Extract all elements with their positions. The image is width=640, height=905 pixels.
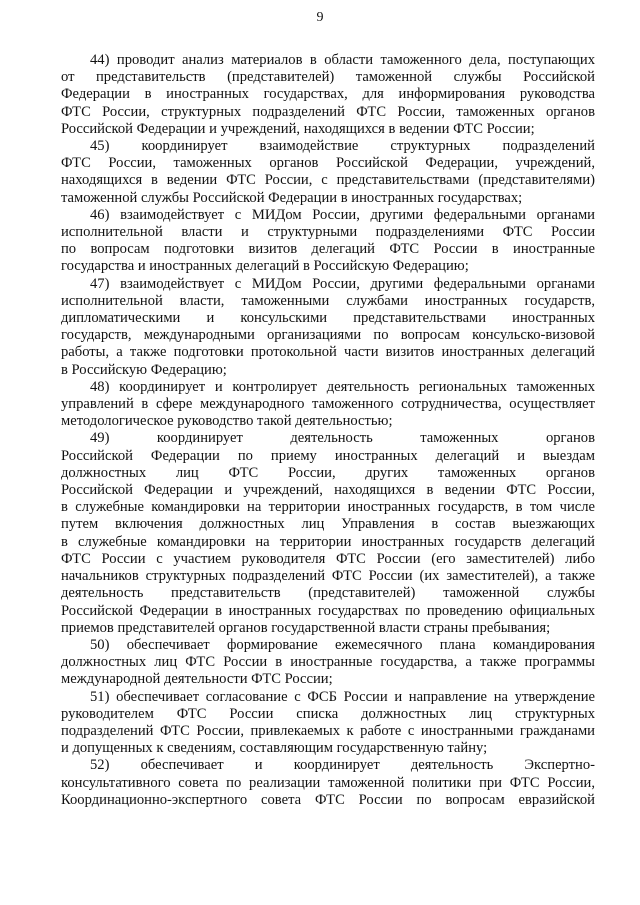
text-line: методологическое руководство такой деятельностью; [61,413,393,430]
list-item-paragraph [61,276,595,379]
text-line: 49) координирует деятельность таможенных органов [90,430,595,447]
text-line: 50) обеспечивает формирование ежемесячного плана командирования [90,636,595,653]
text-line: Координационно-экспертного совета ФТС России по вопросам евразийской [61,791,595,808]
text-line: должностных лиц ФТС России в иностранные государства, а также программы [61,654,595,671]
text-line: в Российскую Федерацию; [61,361,227,378]
document-body [61,52,595,809]
text-line: государств, международными организациями по вопросам консульско-визовой [61,327,595,344]
text-line: 45) координирует взаимодействие структурных подразделений [90,138,595,155]
list-item-paragraph [61,757,595,809]
text-line: 47) взаимодействует с МИДом России, другими федеральными органами [90,275,595,292]
text-line: ФТС России, таможенных органов Российской Федерации, учреждений, [61,155,595,172]
text-line: международной деятельности ФТС России; [61,671,333,688]
text-line: путем включения должностных лиц Управления в состав выезжающих [61,516,595,533]
list-item-paragraph [61,689,595,758]
list-item-paragraph [61,637,595,689]
text-line: Федерации в иностранных государствах, для информирования руководства [61,86,595,103]
list-item-paragraph [61,138,595,207]
text-line: исполнительной власти и структурными подразделениями ФТС России [61,224,595,241]
text-line: консультативного совета по реализации таможенной политики при ФТС России, [61,774,595,791]
list-item-paragraph [61,52,595,138]
text-line: в служебные командировки на территории иностранных государств, в том числе [61,499,595,516]
text-line: и допущенных к сведениям, составляющим государственную тайну; [61,740,488,757]
text-line: деятельность представительств (представителей) таможенной службы [61,585,595,602]
text-line: по вопросам подготовки визитов делегаций ФТС России в иностранные [61,241,595,258]
text-line: Российской Федерации и учреждений, находящихся в ведении ФТС России; [61,120,535,137]
text-line: Российской Федерации в иностранных государствах по проведению официальных [61,602,595,619]
page-number: 9 [316,10,324,25]
text-line: начальников структурных подразделений ФТС России (их заместителей), а также [61,568,595,585]
text-line: 51) обеспечивает согласование с ФСБ России и направление на утверждение [90,688,595,705]
text-line: должностных лиц ФТС России, других таможенных органов [61,464,595,481]
text-line: таможенной службы Российской Федерации в иностранных государствах; [61,189,523,206]
text-line: управлений в сфере международного таможенного сотрудничества, осуществляет [61,396,595,413]
text-line: 52) обеспечивает и координирует деятельность Экспертно- [90,757,595,774]
text-line: приемов представителей органов государственной власти страны пребывания; [61,619,551,636]
text-line: 46) взаимодействует с МИДом России, другими федеральными органами [90,206,595,223]
list-item-paragraph [61,379,595,431]
text-line: государства и иностранных делегаций в Российскую Федерацию; [61,258,469,275]
text-line: руководителем ФТС России списка должностных лиц структурных [61,705,595,722]
text-line: находящихся в ведении ФТС России, с представительствами (представителями) [61,172,595,189]
list-item-paragraph [61,430,595,636]
text-line: Российской Федерации и учреждений, находящихся в ведении ФТС России, [61,482,595,499]
text-line: Российской Федерации по приему иностранных делегаций и выездам [61,447,595,464]
text-line: ФТС России, структурных подразделений ФТС России, таможенных органов [61,103,595,120]
text-line: в служебные командировки на территории иностранных государств делегаций [61,533,595,550]
text-line: 44) проводит анализ материалов в области таможенного дела, поступающих [90,52,595,68]
text-line: работы, а также подготовки протокольной части визитов иностранных делегаций [61,344,595,361]
text-line: дипломатическими и консульскими представительствами иностранных [61,310,595,327]
list-item-paragraph [61,207,595,276]
text-line: от представительств (представителей) таможенной службы Российской [61,69,595,86]
text-line: ФТС России с участием руководителя ФТС России (его заместителей) либо [61,550,595,567]
text-line: подразделений ФТС России, привлекаемых к работе с иностранными гражданами [61,722,595,739]
text-line: 48) координирует и контролирует деятельность региональных таможенных [90,378,595,395]
text-line: исполнительной власти, таможенными службами иностранных государств, [61,292,595,309]
